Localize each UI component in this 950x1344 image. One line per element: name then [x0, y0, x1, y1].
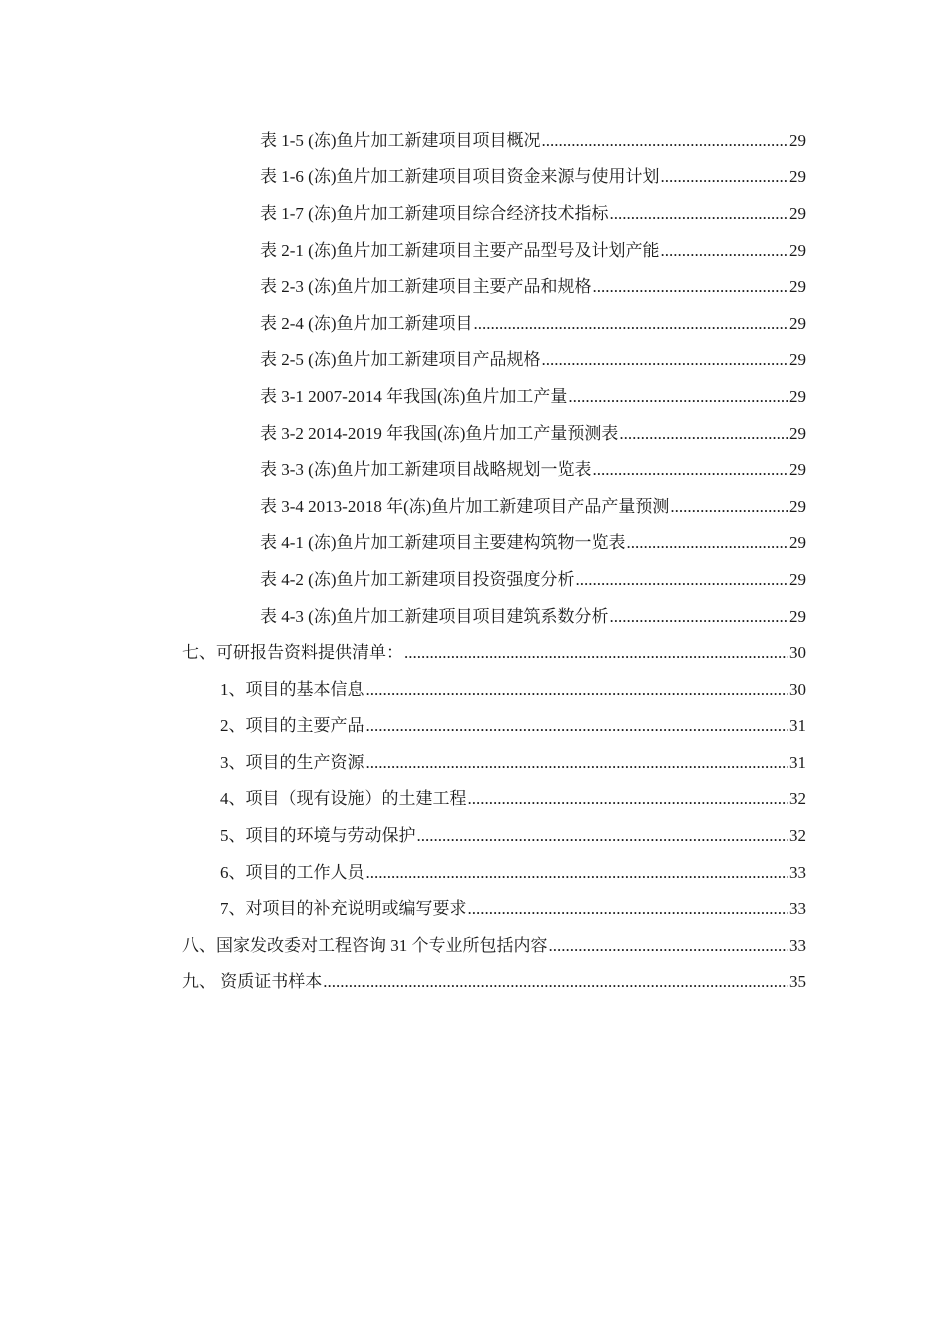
- toc-entry-title: 表 2-5 (冻)鱼片加工新建项目产品规格: [260, 350, 541, 370]
- toc-entry-title: 6、项目的工作人员: [220, 862, 365, 882]
- toc-page-number: 29: [789, 569, 806, 589]
- toc-dot-leader: [468, 789, 789, 809]
- table-of-contents: [0, 120, 950, 998]
- toc-dot-leader: [541, 350, 788, 370]
- toc-entry-title: 七、可研报告资料提供清单：: [182, 643, 403, 663]
- toc-entry[interactable]: [0, 157, 950, 194]
- toc-entry[interactable]: [0, 888, 950, 925]
- toc-dot-leader: [609, 607, 788, 627]
- toc-dot-leader: [619, 424, 788, 444]
- toc-dot-leader: [366, 753, 789, 773]
- toc-page-number: 29: [789, 350, 806, 370]
- toc-page-number: 29: [789, 423, 806, 443]
- toc-entry[interactable]: [0, 303, 950, 340]
- toc-entry-inner: [220, 675, 806, 700]
- toc-entry-title: 表 4-3 (冻)鱼片加工新建项目项目建筑系数分析: [260, 606, 609, 626]
- toc-page-number: 29: [789, 277, 806, 297]
- toc-dot-leader: [323, 972, 788, 992]
- toc-entry[interactable]: [0, 120, 950, 157]
- toc-entry-inner: [260, 309, 806, 334]
- toc-entry-title: 九、 资质证书样本: [182, 972, 323, 992]
- toc-entry[interactable]: [0, 852, 950, 889]
- toc-dot-leader: [417, 826, 789, 846]
- toc-entry-inner: [260, 236, 806, 261]
- toc-dot-leader: [660, 167, 788, 187]
- toc-entry[interactable]: [0, 193, 950, 230]
- toc-entry-title: 4、项目（现有设施）的土建工程: [220, 789, 467, 809]
- toc-entry[interactable]: [0, 632, 950, 669]
- toc-entry-inner: [220, 711, 806, 736]
- toc-entry[interactable]: [0, 596, 950, 633]
- toc-page-number: 29: [789, 203, 806, 223]
- toc-entry[interactable]: [0, 925, 950, 962]
- toc-entry-inner: [220, 858, 806, 883]
- toc-entry-inner: [182, 931, 806, 956]
- toc-page-number: 32: [789, 826, 806, 846]
- toc-entry[interactable]: [0, 815, 950, 852]
- toc-page-number: 29: [789, 167, 806, 187]
- toc-entry[interactable]: [0, 266, 950, 303]
- toc-entry-title: 2、项目的主要产品: [220, 716, 365, 736]
- toc-page-number: 29: [789, 460, 806, 480]
- toc-entry[interactable]: [0, 340, 950, 377]
- toc-dot-leader: [468, 899, 789, 919]
- toc-entry-title: 表 4-2 (冻)鱼片加工新建项目投资强度分析: [260, 569, 575, 589]
- toc-entry[interactable]: [0, 706, 950, 743]
- toc-entry[interactable]: [0, 230, 950, 267]
- toc-entry-title: 表 1-7 (冻)鱼片加工新建项目综合经济技术指标: [260, 203, 609, 223]
- toc-page-number: 29: [789, 240, 806, 260]
- toc-dot-leader: [592, 460, 788, 480]
- toc-entry-inner: [220, 894, 806, 919]
- toc-entry-title: 表 1-6 (冻)鱼片加工新建项目项目资金来源与使用计划: [260, 167, 660, 187]
- toc-entry-title: 表 3-1 2007-2014 年我国(冻)鱼片加工产量: [260, 386, 568, 406]
- toc-entry[interactable]: [0, 559, 950, 596]
- toc-entry[interactable]: [0, 742, 950, 779]
- toc-entry-title: 3、项目的生产资源: [220, 752, 365, 772]
- toc-entry-inner: [260, 272, 806, 297]
- toc-entry-title: 八、国家发改委对工程咨询 31 个专业所包括内容: [182, 935, 548, 955]
- toc-page-number: 29: [789, 130, 806, 150]
- toc-entry-title: 1、项目的基本信息: [220, 679, 365, 699]
- toc-entry[interactable]: [0, 449, 950, 486]
- toc-entry-inner: [260, 602, 806, 627]
- toc-page-number: 33: [789, 899, 806, 919]
- toc-page-number: 33: [789, 935, 806, 955]
- toc-entry[interactable]: [0, 413, 950, 450]
- toc-entry-inner: [182, 967, 806, 992]
- toc-entry-title: 表 2-1 (冻)鱼片加工新建项目主要产品型号及计划产能: [260, 240, 660, 260]
- toc-entry-inner: [260, 565, 806, 590]
- toc-entry-title: 表 2-3 (冻)鱼片加工新建项目主要产品和规格: [260, 277, 592, 297]
- toc-entry-inner: [260, 528, 806, 553]
- toc-dot-leader: [473, 314, 788, 334]
- toc-entry-title: 表 4-1 (冻)鱼片加工新建项目主要建构筑物一览表: [260, 533, 626, 553]
- toc-entry-title: 5、项目的环境与劳动保护: [220, 826, 416, 846]
- toc-entry-inner: [220, 821, 806, 846]
- toc-page-number: 33: [789, 862, 806, 882]
- toc-page-number: 29: [789, 606, 806, 626]
- toc-entry-inner: [182, 638, 806, 663]
- toc-page-number: 30: [789, 679, 806, 699]
- toc-page-number: 29: [789, 386, 806, 406]
- toc-entry-inner: [260, 382, 806, 407]
- toc-entry-inner: [260, 419, 806, 444]
- toc-page-number: 31: [789, 716, 806, 736]
- toc-entry-inner: [220, 784, 806, 809]
- toc-entry[interactable]: [0, 376, 950, 413]
- toc-entry-inner: [260, 199, 806, 224]
- toc-dot-leader: [609, 204, 788, 224]
- toc-dot-leader: [568, 387, 788, 407]
- toc-page-number: 29: [789, 496, 806, 516]
- toc-entry-title: 表 3-4 2013-2018 年(冻)鱼片加工新建项目产品产量预测: [260, 496, 670, 516]
- toc-entry-inner: [260, 162, 806, 187]
- toc-page-number: 32: [789, 789, 806, 809]
- toc-entry-inner: [260, 345, 806, 370]
- toc-page-number: 29: [789, 313, 806, 333]
- toc-entry[interactable]: [0, 669, 950, 706]
- toc-dot-leader: [366, 716, 789, 736]
- toc-entry-title: 7、对项目的补充说明或编写要求: [220, 899, 467, 919]
- toc-entry-title: 表 1-5 (冻)鱼片加工新建项目项目概况: [260, 130, 541, 150]
- toc-entry-inner: [220, 748, 806, 773]
- toc-entry[interactable]: [0, 486, 950, 523]
- toc-page-number: 31: [789, 752, 806, 772]
- toc-entry-title: 表 2-4 (冻)鱼片加工新建项目: [260, 313, 473, 333]
- toc-dot-leader: [626, 533, 788, 553]
- toc-entry[interactable]: [0, 779, 950, 816]
- toc-entry-inner: [260, 455, 806, 480]
- toc-dot-leader: [404, 643, 788, 663]
- toc-dot-leader: [549, 936, 789, 956]
- toc-page-number: 29: [789, 533, 806, 553]
- toc-entry-inner: [260, 126, 806, 151]
- toc-entry[interactable]: [0, 523, 950, 560]
- toc-page-number: 30: [789, 643, 806, 663]
- toc-entry-inner: [260, 492, 806, 517]
- toc-dot-leader: [660, 241, 788, 261]
- toc-dot-leader: [575, 570, 788, 590]
- toc-page-number: 35: [789, 972, 806, 992]
- toc-dot-leader: [366, 680, 789, 700]
- toc-entry[interactable]: [0, 962, 950, 999]
- toc-dot-leader: [592, 277, 788, 297]
- toc-entry-title: 表 3-3 (冻)鱼片加工新建项目战略规划一览表: [260, 460, 592, 480]
- toc-dot-leader: [366, 863, 789, 883]
- toc-entry-title: 表 3-2 2014-2019 年我国(冻)鱼片加工产量预测表: [260, 423, 619, 443]
- toc-dot-leader: [670, 497, 788, 517]
- toc-dot-leader: [541, 131, 788, 151]
